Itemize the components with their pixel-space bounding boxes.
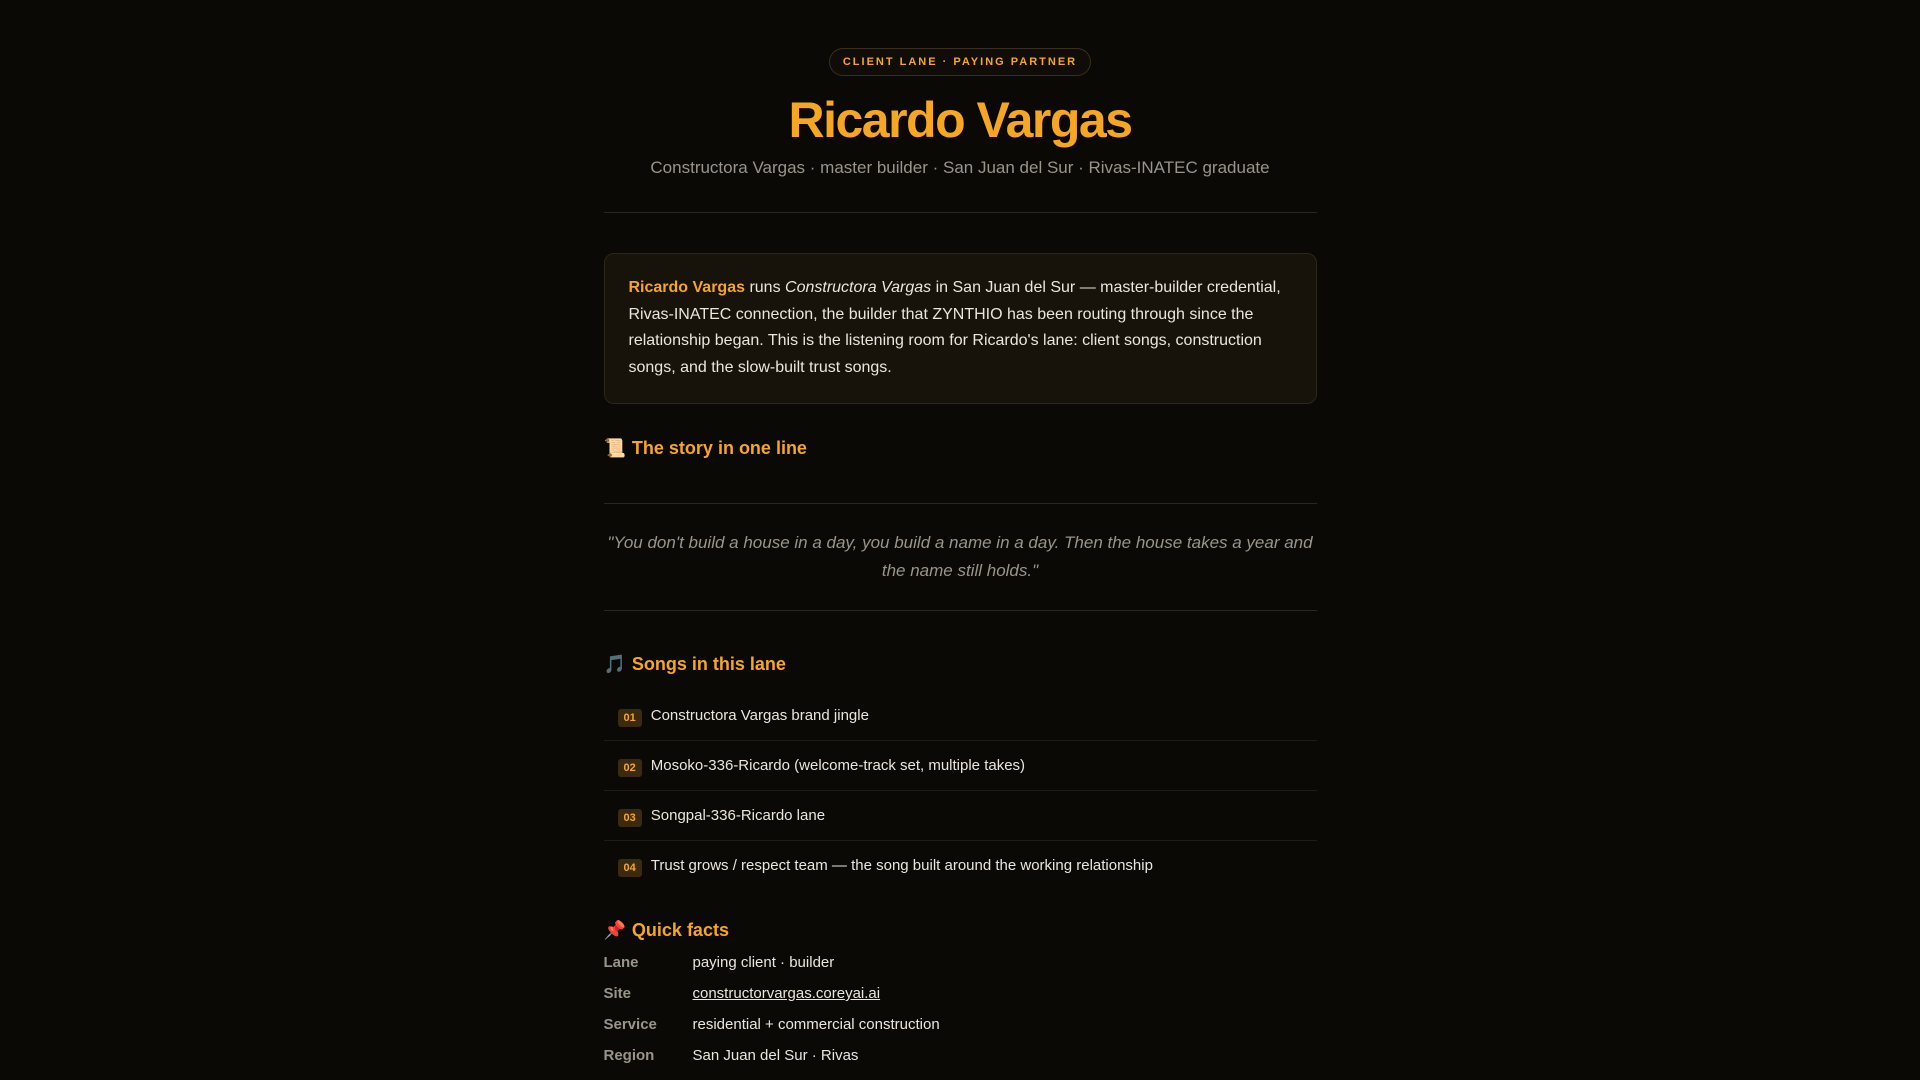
songs-heading [604, 654, 1317, 675]
song-item[interactable] [604, 791, 1317, 841]
song-item[interactable] [604, 741, 1317, 791]
story-heading [604, 438, 1317, 459]
fact-value: paying client · builder [692, 954, 835, 971]
fact-key: Service [603, 1016, 657, 1033]
song-list [604, 691, 1317, 890]
song-item[interactable] [604, 841, 1317, 890]
fact-key: Lane [603, 954, 639, 971]
page-container [604, 0, 1317, 1078]
facts-heading-label: Quick facts [631, 920, 729, 940]
song-title: Constructora Vargas brand jingle [650, 707, 869, 724]
intro-text: in San Juan del Sur — master-builder credential, Rivas-INATEC connection, the builder that ZYNTHIO has been routing through since the relationship began. This is the listening room for Ricardo's lane: client songs, construction songs, and the slow-built trust songs. [628, 279, 1281, 376]
intro-runs: runs [745, 279, 786, 296]
fact-row-site [604, 985, 1317, 1016]
page-title: Ricardo Vargas [788, 92, 1132, 148]
song-title: Mosoko-336-Ricardo (welcome-track set, multiple takes) [650, 757, 1026, 774]
fact-row-service [604, 1016, 1317, 1047]
page-header [604, 0, 1317, 178]
intro-card [604, 253, 1317, 404]
lane-badge: CLIENT LANE · PAYING PARTNER [829, 48, 1091, 76]
fact-value: San Juan del Sur · Rivas [692, 1047, 859, 1064]
facts-list [604, 954, 1317, 1078]
story-heading-label: The story in one line [631, 438, 807, 458]
page-subtitle: Constructora Vargas · master builder · San Juan del Sur · Rivas-INATEC graduate [650, 158, 1270, 177]
fact-row-region [604, 1047, 1317, 1078]
scroll-icon: 📜 [603, 438, 626, 458]
intro-company: Constructora Vargas [785, 279, 932, 296]
songs-heading-label: Songs in this lane [631, 654, 786, 674]
song-number: 01 [618, 709, 642, 727]
song-number: 02 [618, 759, 642, 777]
fact-value: residential + commercial construction [692, 1016, 940, 1033]
music-note-icon: 🎵 [603, 654, 626, 674]
song-title: Songpal-336-Ricardo lane [650, 807, 826, 824]
pushpin-icon: 📌 [603, 920, 626, 940]
fact-key: Region [603, 1047, 655, 1064]
facts-heading [604, 920, 1317, 941]
header-divider [604, 212, 1317, 213]
intro-name: Ricardo Vargas [628, 279, 745, 296]
song-number: 03 [618, 809, 642, 827]
fact-row-lane [604, 954, 1317, 985]
fact-value [693, 985, 881, 1002]
fact-key: Site [603, 985, 632, 1002]
song-item[interactable] [604, 691, 1317, 741]
song-number: 04 [618, 859, 642, 877]
site-link[interactable]: constructorvargas.coreyai.ai [692, 985, 881, 1002]
song-title: Trust grows / respect team — the song built around the working relationship [650, 857, 1153, 874]
story-quote: "You don't build a house in a day, you build a name in a day. Then the house takes a year and the name still holds." [604, 503, 1317, 611]
